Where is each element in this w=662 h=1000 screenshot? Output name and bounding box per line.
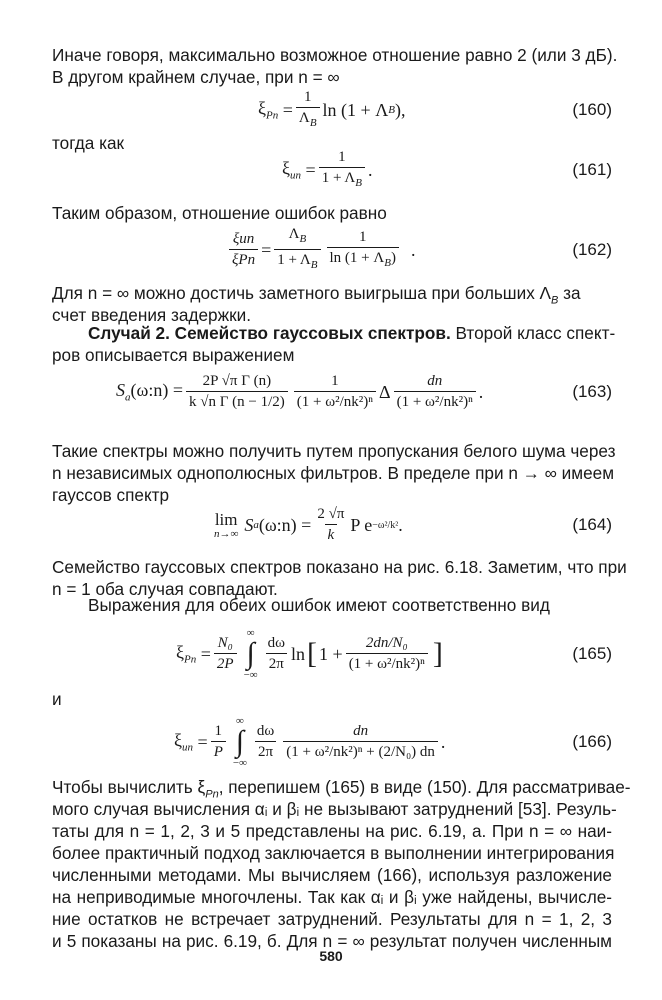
text-line: Для n = ∞ можно достичь заметного выигрыша при больших $\Lambda_B$ за	[52, 283, 581, 307]
text-line: Иначе говоря, максимально возможное отношение равно 2 (или 3 дБ).	[52, 45, 618, 65]
integral: ∞ ∫ −∞	[232, 715, 247, 769]
text-line: Случай 2. Семейство гауссовых спектров. Второй класс спект-	[88, 323, 616, 343]
text-line: и 5 показаны на рис. 6.19, б. Для n = ∞ результат получен численным	[52, 931, 612, 951]
eq-lhs: $S_a(\omega:n)$ =	[116, 380, 183, 404]
eq-lhs: $\xi_{un}$	[174, 730, 194, 754]
text-line: Таким образом, отношение ошибок равно	[52, 203, 387, 223]
case-heading: Случай 2. Семейство гауссовых спектров.	[88, 323, 451, 343]
equation-166: $\xi_{un}$ = $\frac{1}{P}$ ∞ ∫ −∞ $\frac{d\omega}{2\pi}$ $\frac{dn}{\text{(1 + ω²/nk²)ⁿ + (2/N₀) dn}}$ . (166)	[0, 712, 662, 772]
fraction: $\frac{d\omega}{2\pi}$	[267, 635, 286, 672]
text-line: более практичный подход заключается в выполнении интегрирования	[52, 843, 615, 863]
equation-number: (162)	[572, 240, 612, 259]
eq-lhs: $\xi_{Pn}$	[176, 642, 197, 666]
text-line: n = 1 оба случая совпадают.	[52, 579, 278, 599]
fraction: $\frac{1}{\Lambda_B}$	[296, 89, 320, 132]
fraction: $\frac{dn}{\text{(1 + ω²/nk²)ⁿ}}$	[394, 373, 476, 411]
equation-161: $\xi_{un}$ = $\frac{1}{1 + \Lambda_B}$ . (161)	[0, 150, 662, 190]
eq-lhs: $\xi_{Pn}$	[258, 98, 279, 122]
fraction: $\frac{1}{\text{(1 + ω²/nk²)ⁿ}}$	[294, 373, 376, 411]
equation-163: $S_a(\omega:n)$ = $\frac{\text{2P √π Γ (n)}}{\text{k √n Γ (n − 1/2)}}$ $\frac{1}{\text{(1 + ω²/nk²)ⁿ}}$ Δ $\frac{dn}{\text{(1 + ω²/nk²)ⁿ}}$ . (163)	[0, 368, 662, 416]
equation-number: (161)	[572, 160, 612, 179]
text-line: В другом крайнем случае, при n = ∞	[52, 67, 340, 87]
text-line: Выражения для обеих ошибок имеют соответственно вид	[88, 595, 550, 615]
fraction: $\frac{\text{ξun}}{\text{ξPn}}$	[229, 231, 258, 269]
limit: lim n→∞	[214, 509, 239, 540]
text-line: численными методами. Мы вычисляем (166), используя разложение	[52, 865, 612, 885]
page-number: 580	[319, 948, 343, 964]
equation-164: lim n→∞ S a (ω:n) = $\frac{2 √\pi}{k}$ P e −ω²/k² . (164)	[0, 502, 662, 548]
eq-lhs: $\xi_{un}$	[282, 158, 302, 182]
equation-160: $\xi_{Pn}$ = $\frac{1}{\Lambda_B}$ ln (1 + Λ B ), (160)	[0, 90, 662, 130]
equation-number: (165)	[572, 644, 612, 663]
text-line: ние остатков не встречает затруднений. Результаты для n = 1, 2, 3	[52, 909, 612, 929]
text-line: мого случая вычисления αᵢ и βᵢ не вызывают затруднений [53]. Резуль-	[52, 799, 617, 819]
fraction: $\frac{1}{\ln (1 + \Lambda_B)}$	[327, 229, 399, 272]
text-line: таты для n = 1, 2, 3 и 5 представлены на рис. 6.19, а. При n = ∞ наи-	[52, 821, 612, 841]
text-line: Семейство гауссовых спектров показано на рис. 6.18. Заметим, что при	[52, 557, 627, 577]
equation-number: (164)	[572, 515, 612, 534]
text-line: ров описывается выражением	[52, 345, 295, 365]
fraction: $\frac{1}{1 + \Lambda_B}$	[319, 149, 365, 192]
text-line: n независимых однополюсных фильтров. В пределе при n → ∞ имеем	[52, 463, 615, 483]
fraction: $\frac{d\omega}{2\pi}$	[256, 723, 275, 760]
fraction: $\frac{\text{2dn/N₀}}{\text{(1 + ω²/nk²)ⁿ}}$	[346, 635, 428, 673]
equation-number: (166)	[572, 732, 612, 751]
text-line: гауссов спектр	[52, 485, 170, 505]
text-line: тогда как	[52, 133, 125, 153]
text-line: и	[52, 689, 62, 709]
equation-162: $\frac{\text{ξun}}{\text{ξPn}}$ = $\frac{\Lambda_B}{1 + \Lambda_B}$ $\frac{1}{\ln (1 + \Lambda_B)}$ . (162)	[0, 228, 662, 272]
equation-165: $\xi_{Pn}$ = $\frac{\text{N₀}}{2P}$ ∞ ∫ −∞ $\frac{d\omega}{2\pi}$ ln [ 1 + $\frac{\text{2dn/N₀}}{\text{(1 + ω²/nk²)ⁿ}}$ ] (165)	[0, 624, 662, 684]
fraction: $\frac{1}{P}$	[211, 723, 226, 761]
integral: ∞ ∫ −∞	[243, 627, 258, 681]
text-line: Такие спектры можно получить путем пропускания белого шума через	[52, 441, 616, 461]
fraction: $\frac{2 √\pi}{k}$	[317, 506, 345, 543]
equation-number: (163)	[572, 382, 612, 401]
text-line: Чтобы вычислить $\xi_{Pn}$, перепишем (165) в виде (150). Для рассматривае-	[52, 777, 631, 801]
text-line: на неприводимые многочлены. Так как αᵢ и βᵢ уже найдены, вычисле-	[52, 887, 612, 907]
fraction: $\frac{\Lambda_B}{1 + \Lambda_B}$	[274, 226, 320, 274]
text-line: счет введения задержки.	[52, 305, 251, 325]
fraction: $\frac{\text{2P √π Γ (n)}}{\text{k √n Γ (n − 1/2)}}$	[186, 373, 288, 411]
equation-number: (160)	[572, 100, 612, 119]
fraction: $\frac{dn}{\text{(1 + ω²/nk²)ⁿ + (2/N₀) dn}}$	[283, 723, 438, 761]
fraction: $\frac{\text{N₀}}{2P}$	[214, 635, 237, 673]
